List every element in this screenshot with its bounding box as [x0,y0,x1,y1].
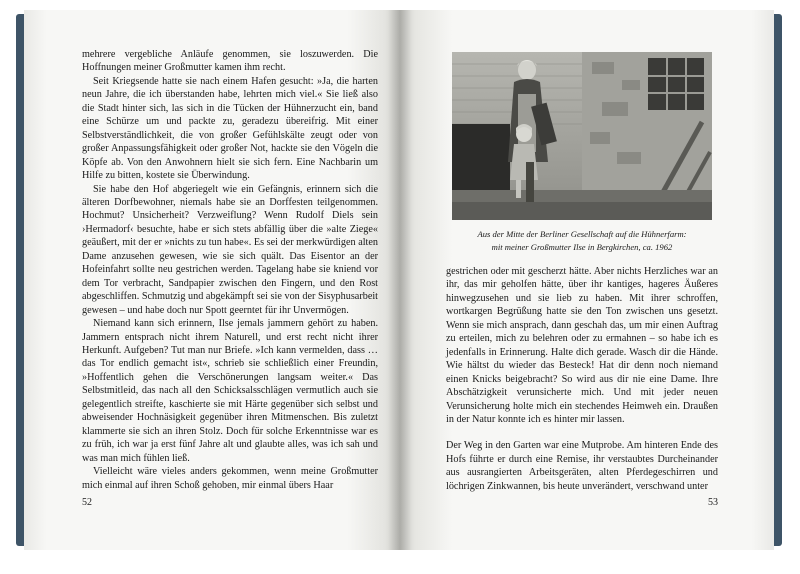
caption-line: mit meiner Großmutter Ilse in Bergkirchen, ca. 1962 [491,241,673,252]
paragraph: gestrichen oder mit gescherzt hätte. Aber nichts Herzliches war an ihr, das mir geholfen hätte, über ihr kantiges, hageres Äußeres hinwegzusehen und sie lieb zu haben. Mit ihrer schroffen, wortkargen Begrüßung hatte sie den Ton zwischen uns gesetzt. Wenn sie mich ansprach, dann geschah das, um mir einen Auftrag zu erteilen, mich zu belehren oder zu ermahnen – so habe ich es jedenfalls in Erinnerung. Halte dich gerade. Wasch dir die Hände. Wie hältst du wieder das Besteck! Hat dir denn noch niemand einen Knicks beigebracht? So wird aus dir nie eine Dame. Ihre Abschätzigkeit verunsicherte mich. Und mit jeder neuen Verunsicherung holte mich ein stechendes Heimweh ein. Draußen in der Natur konnte ich es hinter mir lassen. [446,266,718,425]
caption-line: Aus der Mitte der Berliner Gesellschaft auf die Hühnerfarm: [477,229,687,239]
page-number: 53 [708,497,718,508]
right-page [400,10,774,550]
paragraph: Niemand kann sich erinnern, Ilse jemals jammern gehört zu haben. Jammern entsprach nicht ihrem Naturell, und erst recht nicht ihrer Herkunft. Aufgeben? Tut man nur Briefe. »Ich kann vermelden, dass … das Tor endlich gemacht ist«, schrieb sie schließlich einer Freundin, »Hoffentlich gehen die Verschönerungen langsam weiter.« Das Selbstmitleid, das nach all den Schicksalsschlägen vermutlich auch sie gelegentlich streifte, kaschierte sie mit Härte gegenüber sich selbst und abweisender Hochnäsigkeit gegenüber ihren Mitmenschen. Bis zuletzt klammerte sie sich an ihren Stolz. Doch für solche Erkenntnisse war es zu früh, ich war ja erst fünf Jahre alt und glaubte alles, was ich sah und was man mich fühlen ließ. [82,318,378,464]
page-number: 52 [82,497,92,508]
book-gutter [388,10,412,550]
paragraph: Vielleicht wäre vieles anders gekommen, wenn meine Großmutter mich einmal auf ihren Schoß gehoben, mir einmal übers Haar [82,466,378,491]
paragraph: Sie habe den Hof abgeriegelt wie ein Gefängnis, erinnern sich die älteren Dorfbewohner, niemals habe sie an Dorffesten teilgenommen. Hochmut? Unsicherheit? Verzweiflung? Wenn Rudolf Diels sein ›Hermadorf‹ besuchte, habe er sich stets abfällig über die »alte Ziege« geäußert, mit der er »nichts zu tun habe«. Es sei der merkwürdigen alten Dame anzusehen gewesen, wie sie sich quält. Das Eisentor an der Hofeinfahrt sollte neu gestrichen werden. Tagelang habe sie kniend vor dem Tor verbracht, Sandpapier zwischen den Fingern, und den Rost abgeschliffen. Schmutzig und abgekämpft sei sie von der Sisyphusarbeit gewesen – und habe doch nur Spott geerntet für ihr Unvermögen. [82,183,378,316]
paragraph: Seit Kriegsende hatte sie nach einem Hafen gesucht: »Ja, die harten neun Jahre, die ich überstanden habe, lehrten mich viel.« Sie ließ also die Stadt hinter sich, las sich in die Tücken der Hühnerzucht ein, band eine Schürze um und packte zu, geradezu übereifrig. Mit einer Selbstverständlichkeit, die von großer Gefühlskälte zeugt oder von großer Anpassungsfähigkeit oder großer Not, hackte sie den Vögeln die Köpfe ab. Von den Anwohnern hielt sie sich fern. Eine Nachbarin um Hilfe zu bitten, kostete sie Überwindung. [82,75,378,182]
left-page [24,10,400,550]
paragraph: Der Weg in den Garten war eine Mutprobe. Am hinteren Ende des Hofs führte er durch eine Remise, ihr verstaubtes Durcheinander aus ausrangierten Arbeitsgeräten, alten Pferdegeschirren und löchrigen Zinkwannen, bis heute unverändert, verschwand unter [446,440,718,492]
photo-caption [446,228,718,253]
historical-photo [452,52,712,220]
paragraph: mehrere vergebliche Anläufe genommen, sie loszuwerden. Die Hoffnungen meiner Großmutter kamen ihm recht. [82,49,378,74]
